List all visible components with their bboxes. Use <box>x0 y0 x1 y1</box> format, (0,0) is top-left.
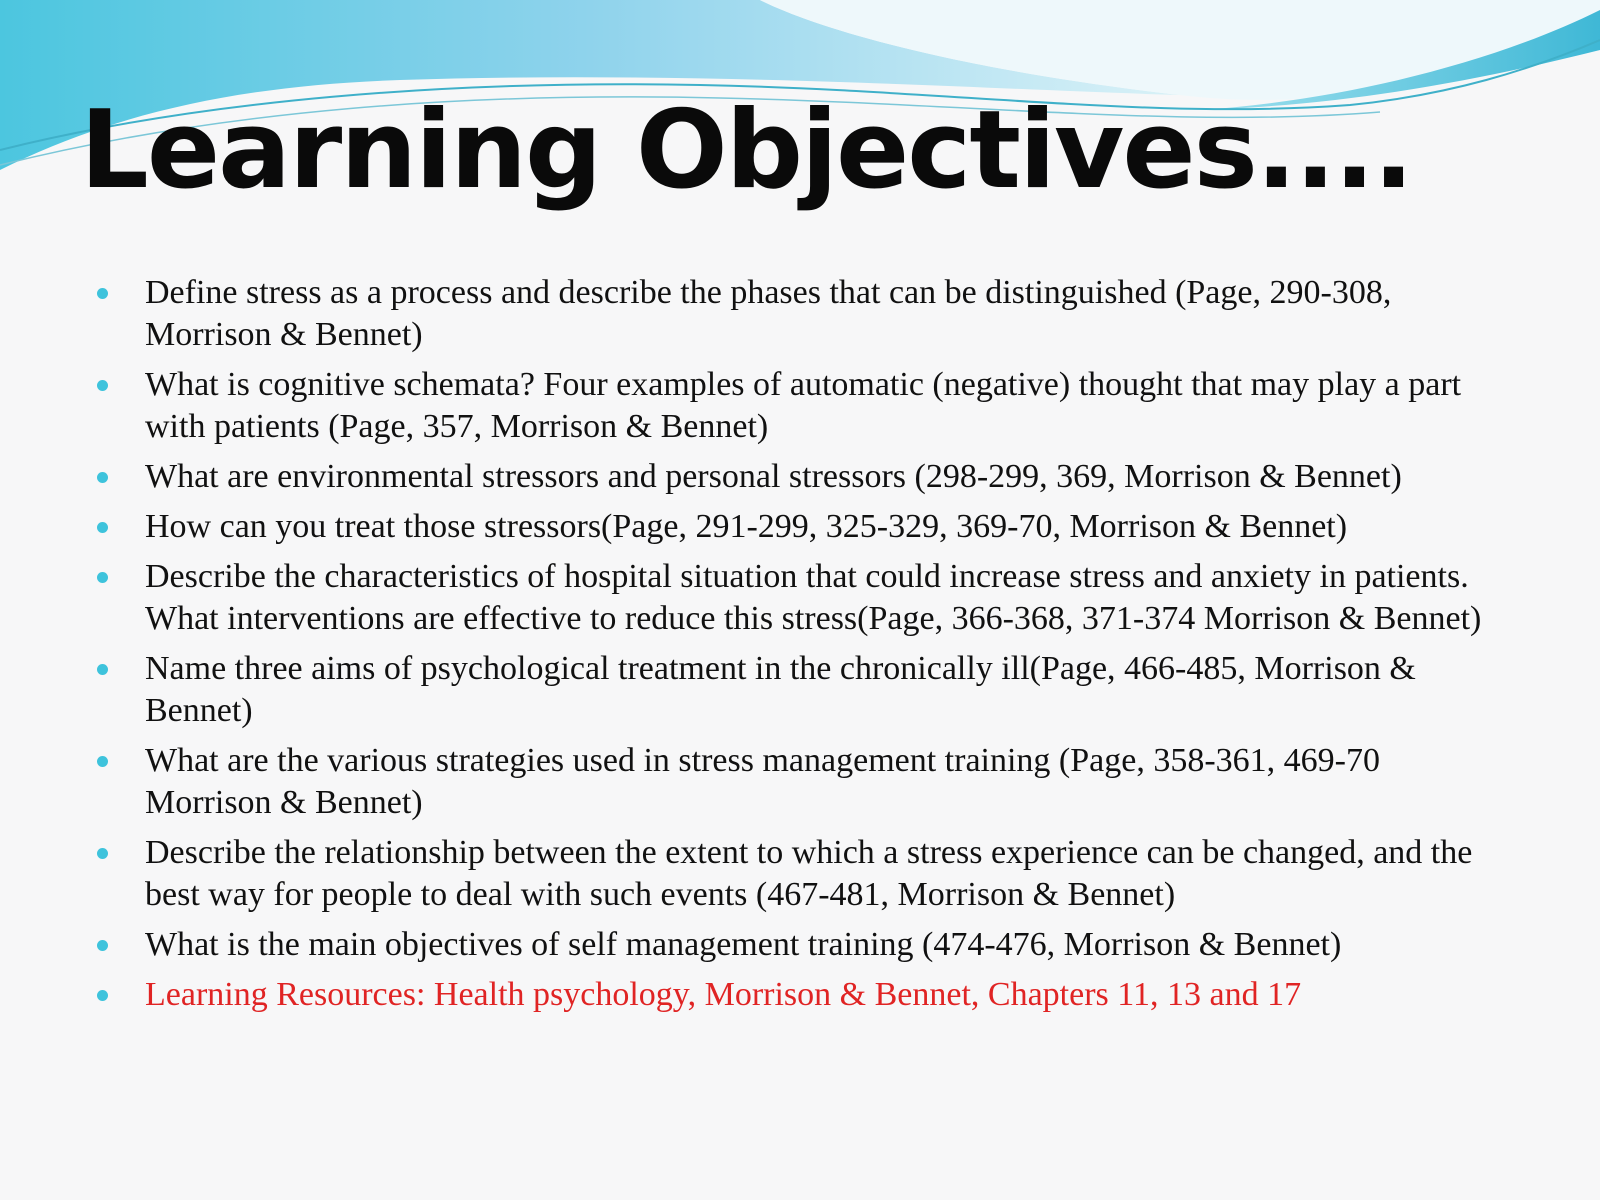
list-item <box>95 924 1515 966</box>
bullet-icon <box>97 288 108 299</box>
list-item <box>95 456 1515 498</box>
learning-resources-text: Learning Resources: Health psychology, Morrison & Bennet, Chapters 11, 13 and 17 <box>145 976 1302 1013</box>
list-item <box>95 740 1515 824</box>
learning-resources-item <box>95 974 1515 1016</box>
bullet-icon <box>97 940 108 951</box>
objective-text: Describe the characteristics of hospital situation that could increase stress and anxiety in patients. What interventions are effective to reduce this stress(Page, 366-368, 371-374 Morrison & Bennet) <box>145 558 1482 637</box>
list-item <box>95 272 1515 356</box>
objective-text: Name three aims of psychological treatment in the chronically ill(Page, 466-485, Morrison & Bennet) <box>145 650 1416 729</box>
objective-text: Describe the relationship between the extent to which a stress experience can be changed, and the best way for people to deal with such events (467-481, Morrison & Bennet) <box>145 834 1473 913</box>
bullet-icon <box>97 380 108 391</box>
objective-text: How can you treat those stressors(Page, 291-299, 325-329, 369-70, Morrison & Bennet) <box>145 508 1348 545</box>
bullet-icon <box>97 572 108 583</box>
bullet-icon <box>97 664 108 675</box>
list-item <box>95 364 1515 448</box>
list-item <box>95 506 1515 548</box>
bullet-icon <box>97 472 108 483</box>
objective-text: What is cognitive schemata? Four examples of automatic (negative) thought that may play a part with patients (Page, 357, Morrison & Bennet) <box>145 366 1462 445</box>
objective-text: What are the various strategies used in stress management training (Page, 358-361, 469-70 Morrison & Bennet) <box>145 742 1380 821</box>
list-item <box>95 648 1515 732</box>
list-item <box>95 832 1515 916</box>
bullet-icon <box>97 756 108 767</box>
objectives-list <box>95 272 1515 1024</box>
objective-text: Define stress as a process and describe the phases that can be distinguished (Page, 290-308, Morrison & Bennet) <box>145 274 1392 353</box>
list-item <box>95 556 1515 640</box>
bullet-icon <box>97 848 108 859</box>
bullet-icon <box>97 990 108 1001</box>
bullet-icon <box>97 522 108 533</box>
page-title: Learning Objectives.... <box>80 88 1413 213</box>
objective-text: What is the main objectives of self management training (474-476, Morrison & Bennet) <box>145 926 1342 963</box>
objective-text: What are environmental stressors and personal stressors (298-299, 369, Morrison & Bennet) <box>145 458 1402 495</box>
